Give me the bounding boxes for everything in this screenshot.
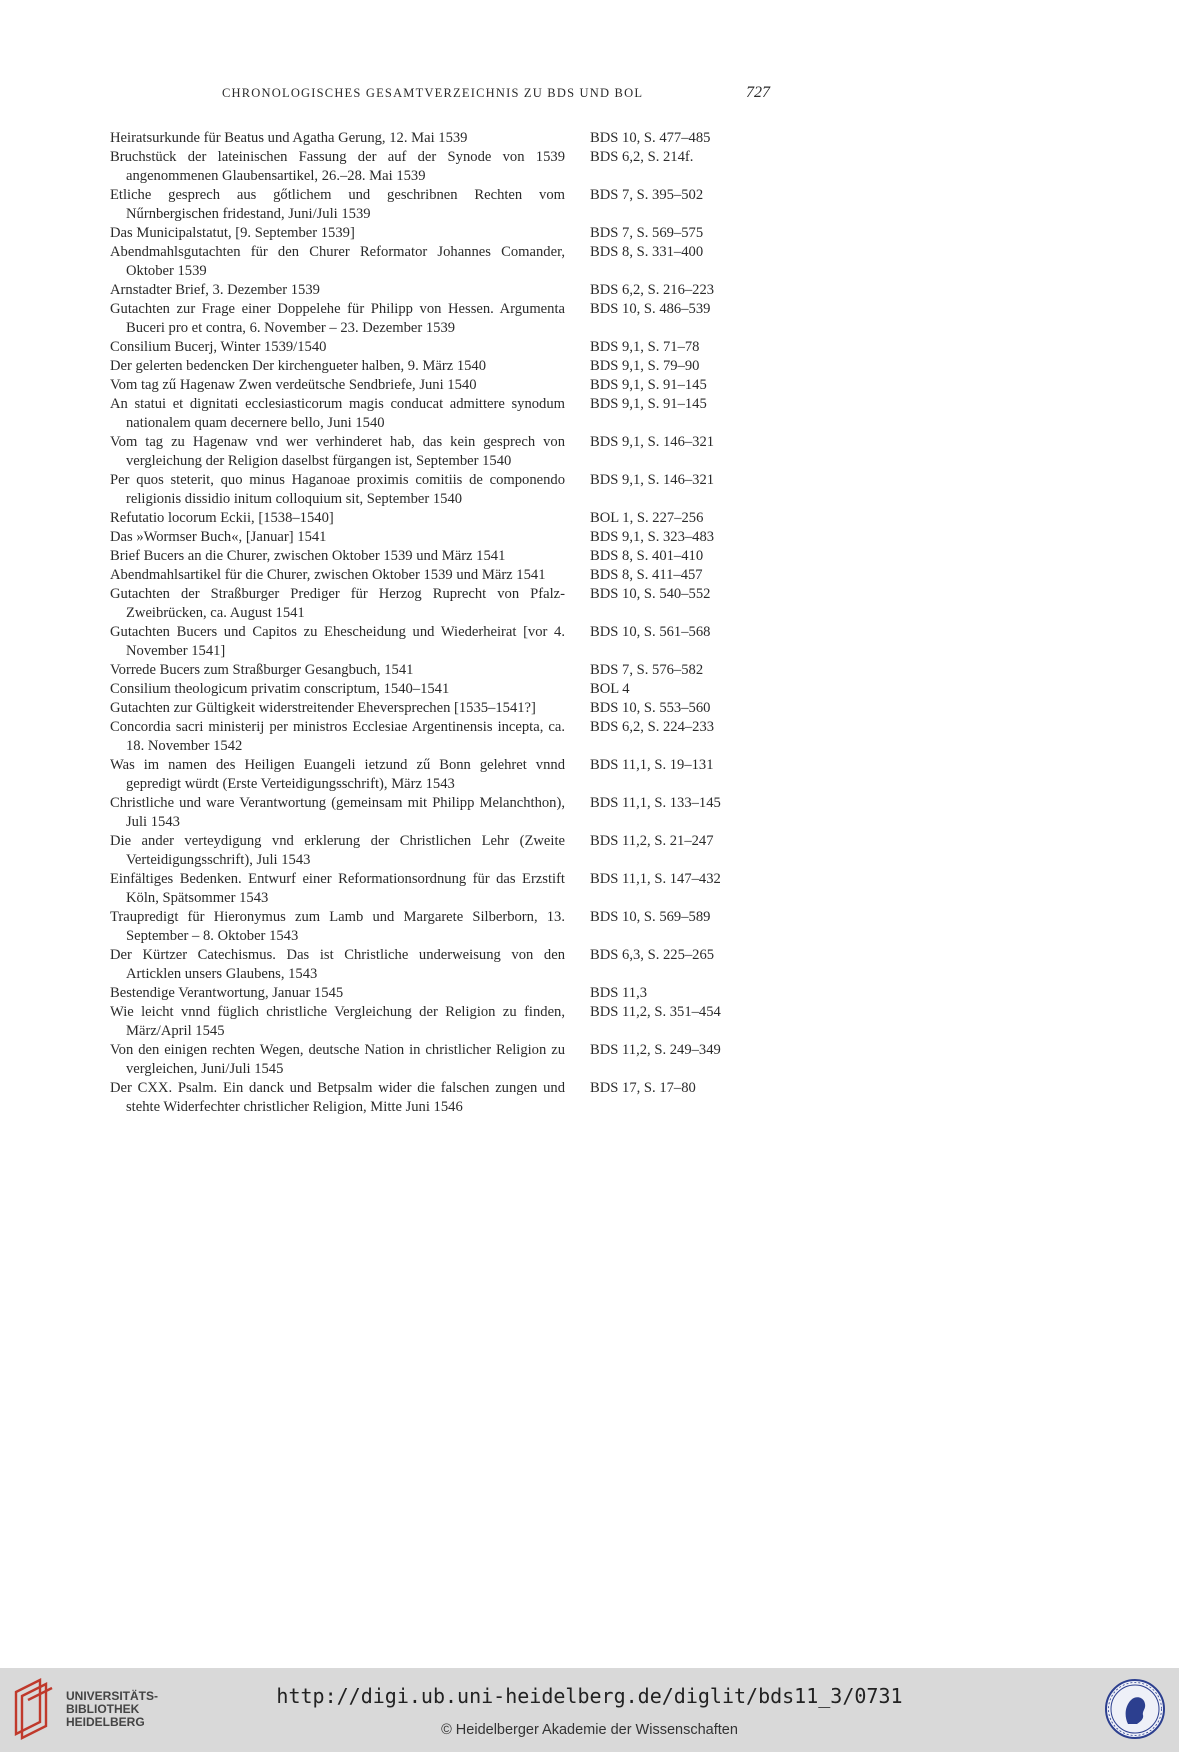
entry-reference: BDS 8, S. 411–457 <box>590 567 703 583</box>
entry-reference: BDS 9,1, S. 79–90 <box>590 358 700 374</box>
entry-row <box>110 509 750 528</box>
entry-title: Bruchstück der lateinischen Fassung der auf der Synode von 1539 angenommenen Glaubensartikel, 26.–28. Mai 1539 <box>110 149 565 184</box>
entry-row <box>110 566 750 585</box>
entry-title: Bestendige Verantwortung, Januar 1545 <box>110 985 344 1001</box>
entry-row <box>110 946 750 984</box>
entry-row <box>110 547 750 566</box>
entry-reference: BDS 6,2, S. 214f. <box>590 149 694 165</box>
entry-title: Abendmahlsgutachten für den Churer Reformator Johannes Comander, Oktober 1539 <box>110 244 565 279</box>
entry-row <box>110 224 750 243</box>
entry-reference: BDS 11,2, S. 21–247 <box>590 833 714 849</box>
entry-reference: BDS 17, S. 17–80 <box>590 1080 696 1096</box>
entry-title: Vom tag zu Hagenaw vnd wer verhinderet hab, das kein gesprech von vergleichung der Religion daselbst fürgangen ist, September 1540 <box>110 434 565 469</box>
footer-bar <box>0 1668 1179 1752</box>
entry-row <box>110 376 750 395</box>
entry-row <box>110 528 750 547</box>
entry-row <box>110 338 750 357</box>
footer-copyright: © Heidelberger Akademie der Wissenschaften <box>441 1722 738 1738</box>
entry-reference: BDS 10, S. 477–485 <box>590 130 711 146</box>
entry-row <box>110 832 750 870</box>
entry-reference: BDS 8, S. 331–400 <box>590 244 704 260</box>
entry-title: Der CXX. Psalm. Ein danck und Betpsalm wider die falschen zungen und stehte Widerfechter christlicher Religion, Mitte Juni 1546 <box>110 1080 565 1115</box>
entry-row <box>110 186 750 224</box>
entry-row <box>110 129 750 148</box>
entry-row <box>110 623 750 661</box>
entry-reference: BDS 6,2, S. 224–233 <box>590 719 715 735</box>
entry-row <box>110 870 750 908</box>
entry-title: Einfältiges Bedenken. Entwurf einer Reformationsordnung für das Erzstift Köln, Spätsommer 1543 <box>110 871 565 906</box>
entry-row <box>110 794 750 832</box>
entry-reference: BDS 10, S. 569–589 <box>590 909 711 925</box>
entry-reference: BDS 7, S. 395–502 <box>590 187 704 203</box>
entry-row <box>110 699 750 718</box>
entry-title: Brief Bucers an die Churer, zwischen Oktober 1539 und März 1541 <box>110 548 506 564</box>
seal-icon <box>1104 1678 1166 1740</box>
entry-reference: BDS 9,1, S. 146–321 <box>590 434 715 450</box>
entry-title: Wie leicht vnnd füglich christliche Vergleichung der Religion zu finden, März/April 1545 <box>110 1004 565 1039</box>
running-title: CHRONOLOGISCHES GESAMTVERZEICHNIS ZU BDS UND BOL <box>222 86 644 100</box>
entry-row <box>110 718 750 756</box>
entry-row <box>110 471 750 509</box>
entry-title: Das Municipalstatut, [9. September 1539] <box>110 225 355 241</box>
entry-title: Der gelerten bedencken Der kirchengueter halben, 9. März 1540 <box>110 358 487 374</box>
entry-title: Abendmahlsartikel für die Churer, zwischen Oktober 1539 und März 1541 <box>110 567 546 583</box>
entry-row <box>110 281 750 300</box>
entry-title: Vorrede Bucers zum Straßburger Gesangbuch, 1541 <box>110 662 414 678</box>
entry-title: Per quos steterit, quo minus Haganoae proximis comitiis de componendo religionis dissidio initum colloquium sit, September 1540 <box>110 472 565 507</box>
entry-reference: BDS 6,3, S. 225–265 <box>590 947 715 963</box>
entry-reference: BDS 11,1, S. 147–432 <box>590 871 721 887</box>
entry-title: Gutachten Bucers und Capitos zu Ehescheidung und Wiederheirat [vor 4. November 1541] <box>110 624 565 659</box>
entry-row <box>110 1041 750 1079</box>
entry-row <box>110 395 750 433</box>
entry-title: An statui et dignitati ecclesiasticorum magis conducat admittere synodum nationalem quam decernere bello, Juni 1540 <box>110 396 565 431</box>
entry-reference: BOL 4 <box>590 681 630 697</box>
entry-reference: BOL 1, S. 227–256 <box>590 510 704 526</box>
entry-row <box>110 585 750 623</box>
entry-title: Refutatio locorum Eckii, [1538–1540] <box>110 510 334 526</box>
entry-reference: BDS 11,1, S. 19–131 <box>590 757 714 773</box>
page-header <box>222 84 770 106</box>
entry-row <box>110 984 750 1003</box>
entry-title: Traupredigt für Hieronymus zum Lamb und Margarete Silberborn, 13. September – 8. Oktober 1543 <box>110 909 565 944</box>
entry-reference: BDS 10, S. 486–539 <box>590 301 711 317</box>
entry-reference: BDS 11,2, S. 351–454 <box>590 1004 721 1020</box>
entry-reference: BDS 7, S. 576–582 <box>590 662 704 678</box>
entry-title: Vom tag zű Hagenaw Zwen verdeütsche Sendbriefe, Juni 1540 <box>110 377 477 393</box>
entry-title: Christliche und ware Verantwortung (gemeinsam mit Philipp Melanchthon), Juli 1543 <box>110 795 565 830</box>
entry-title: Das »Wormser Buch«, [Januar] 1541 <box>110 529 327 545</box>
entry-title: Gutachten zur Frage einer Doppelehe für Philipp von Hessen. Argumenta Buceri pro et contra, 6. November – 23. Dezember 1539 <box>110 301 565 336</box>
entry-title: Von den einigen rechten Wegen, deutsche Nation in christlicher Religion zu vergleichen, Juni/Juli 1545 <box>110 1042 565 1077</box>
entry-row <box>110 357 750 376</box>
entry-title: Die ander verteydigung vnd erklerung der Christlichen Lehr (Zweite Verteidigungsschrift), Juli 1543 <box>110 833 565 868</box>
entry-title: Arnstadter Brief, 3. Dezember 1539 <box>110 282 320 298</box>
entry-title: Was im namen des Heiligen Euangeli ietzund zű Bonn gelehret vnnd gepredigt würdt (Erste Verteidigungsschrift), März 1543 <box>110 757 565 792</box>
entry-title: Heiratsurkunde für Beatus und Agatha Gerung, 12. Mai 1539 <box>110 130 468 146</box>
entry-row <box>110 300 750 338</box>
entry-row <box>110 433 750 471</box>
entry-title: Consilium Bucerj, Winter 1539/1540 <box>110 339 327 355</box>
entry-title: Gutachten der Straßburger Prediger für Herzog Ruprecht von Pfalz-Zweibrücken, ca. August 1541 <box>110 586 565 621</box>
entry-reference: BDS 9,1, S. 71–78 <box>590 339 700 355</box>
entry-reference: BDS 11,2, S. 249–349 <box>590 1042 721 1058</box>
footer-url-link[interactable]: http://digi.ub.uni-heidelberg.de/diglit/bds11_3/0731 <box>276 1684 903 1708</box>
entry-reference: BDS 9,1, S. 91–145 <box>590 377 707 393</box>
entry-row <box>110 1079 750 1117</box>
page-number: 727 <box>746 84 770 101</box>
entry-reference: BDS 11,1, S. 133–145 <box>590 795 721 811</box>
entry-row <box>110 148 750 186</box>
entry-row <box>110 756 750 794</box>
entry-title: Consilium theologicum privatim conscriptum, 1540–1541 <box>110 681 450 697</box>
entry-row <box>110 908 750 946</box>
entry-list <box>110 129 750 1117</box>
entry-title: Concordia sacri ministerij per ministros Ecclesiae Argentinensis incepta, ca. 18. November 1542 <box>110 719 565 754</box>
entry-reference: BDS 9,1, S. 146–321 <box>590 472 715 488</box>
entry-reference: BDS 10, S. 553–560 <box>590 700 711 716</box>
entry-reference: BDS 11,3 <box>590 985 648 1001</box>
entry-reference: BDS 6,2, S. 216–223 <box>590 282 715 298</box>
entry-reference: BDS 9,1, S. 323–483 <box>590 529 715 545</box>
entry-row <box>110 1003 750 1041</box>
entry-row <box>110 243 750 281</box>
entry-title: Etliche gesprech aus gőtlichem und geschribnen Rechten vom Nűrnbergischen fridestand, Juni/Juli 1539 <box>110 187 565 222</box>
entry-reference: BDS 8, S. 401–410 <box>590 548 704 564</box>
entry-row <box>110 680 750 699</box>
entry-title: Gutachten zur Gültigkeit widerstreitender Eheversprechen [1535–1541?] <box>110 700 536 716</box>
entry-reference: BDS 7, S. 569–575 <box>590 225 704 241</box>
entry-reference: BDS 10, S. 540–552 <box>590 586 711 602</box>
entry-row <box>110 661 750 680</box>
entry-title: Der Kürtzer Catechismus. Das ist Christliche underweisung von den Articklen unsers Glaubens, 1543 <box>110 947 565 982</box>
library-name: UNIVERSITÄTS- BIBLIOTHEK HEIDELBERG <box>66 1689 159 1729</box>
entry-reference: BDS 9,1, S. 91–145 <box>590 396 707 412</box>
entry-reference: BDS 10, S. 561–568 <box>590 624 711 640</box>
